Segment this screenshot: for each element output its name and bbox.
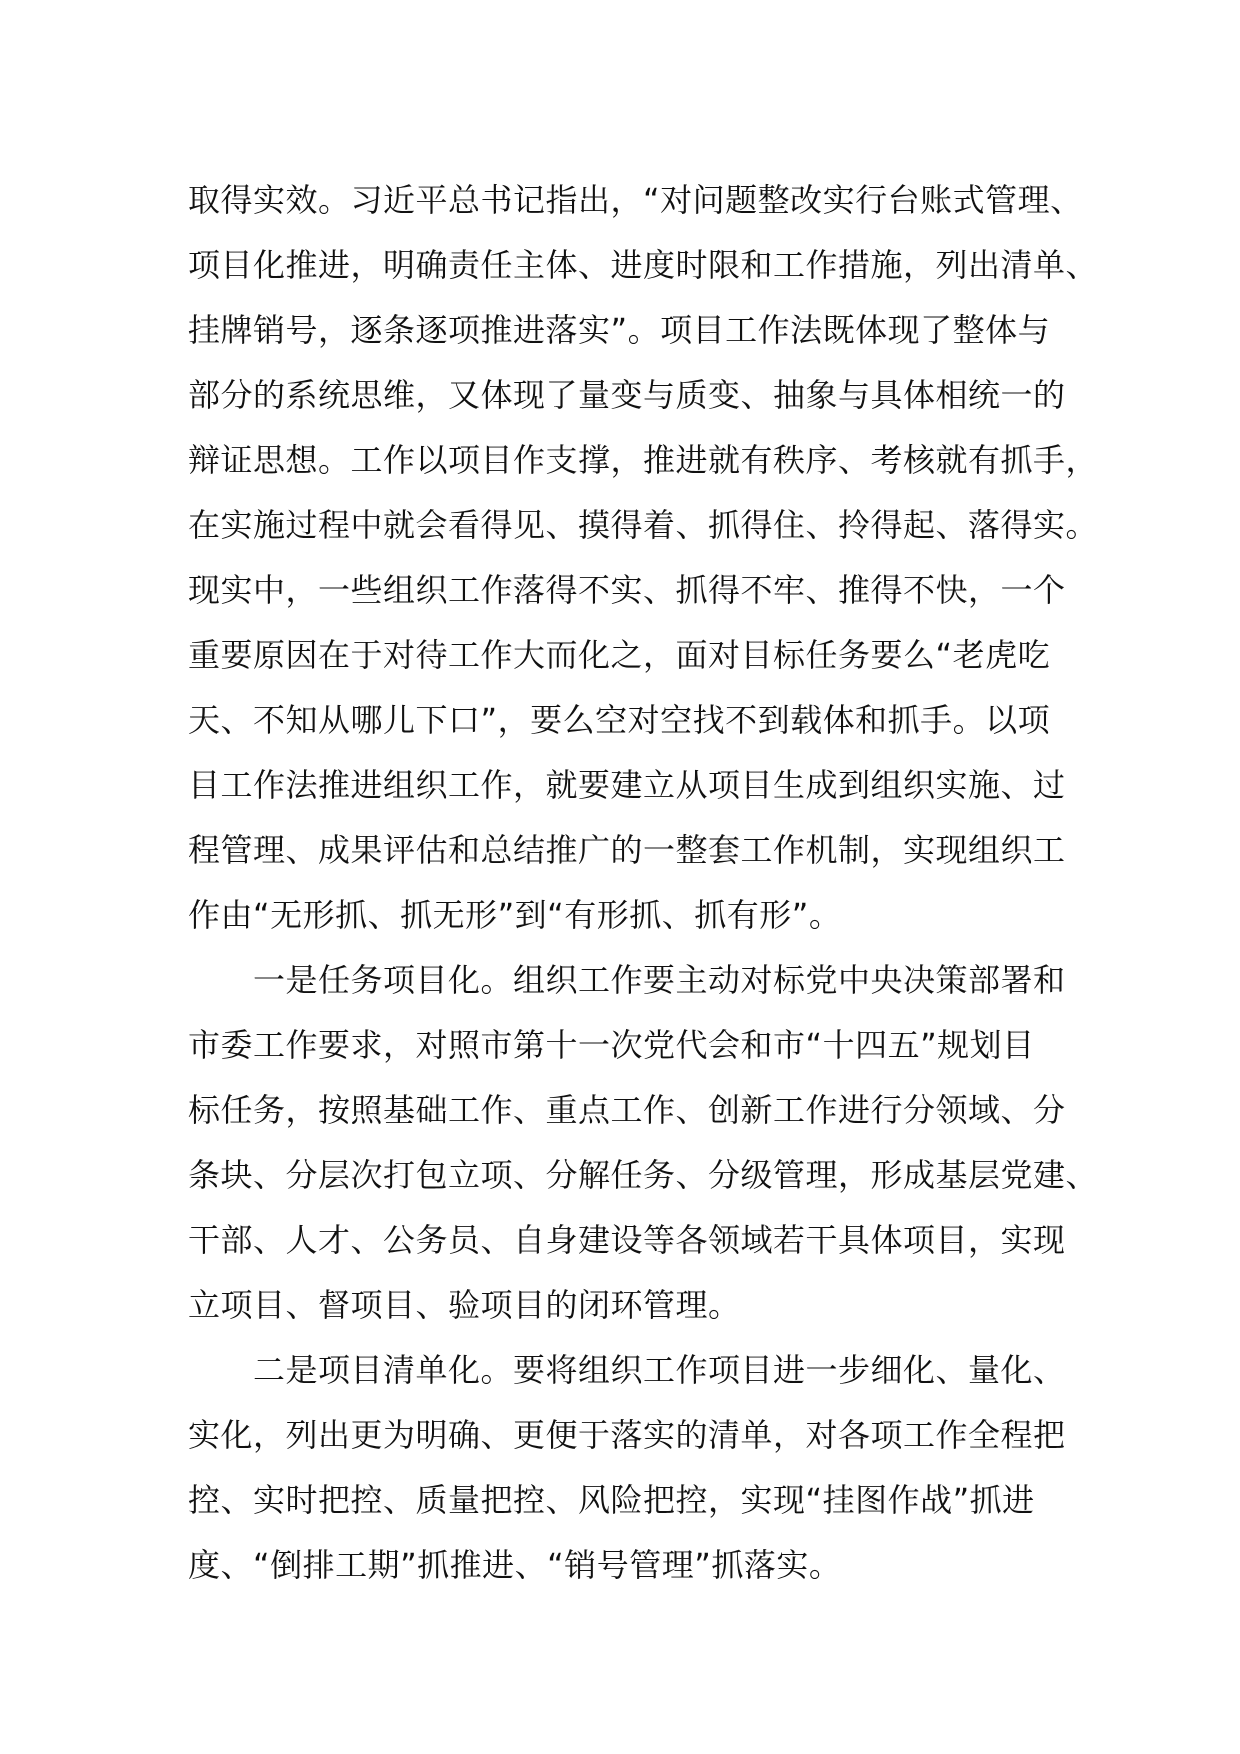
text-line: 项目化推进，明确责任主体、进度时限和工作措施，列出清单、 [188,246,1099,284]
text-line: 条块、分层次打包立项、分解任务、分级管理，形成基层党建、 [188,1156,1099,1194]
text-line: 现实中，一些组织工作落得不实、抓得不牢、推得不快，一个 [188,571,1066,609]
text-line: 立项目、督项目、验项目的闭环管理。 [188,1286,741,1324]
text-line: 实化，列出更为明确、更便于落实的清单，对各项工作全程把 [188,1416,1066,1454]
paragraph-start-line: 二是项目清单化。要将组织工作项目进一步细化、量化、 [188,1351,1066,1389]
text-line: 在实施过程中就会看得见、摸得着、抓得住、拎得起、落得实。 [188,506,1099,544]
text-line: 挂牌销号，逐条逐项推进落实”。项目工作法既体现了整体与 [188,311,1051,349]
text-line: 部分的系统思维，又体现了量变与质变、抽象与具体相统一的 [188,376,1066,414]
text-line: 标任务，按照基础工作、重点工作、创新工作进行分领域、分 [188,1091,1066,1129]
text-line: 目工作法推进组织工作，就要建立从项目生成到组织实施、过 [188,766,1066,804]
paragraph-start-line: 一是任务项目化。组织工作要主动对标党中央决策部署和 [188,961,1066,999]
text-line: 天、不知从哪儿下口”，要么空对空找不到载体和抓手。以项 [188,701,1051,739]
text-line: 取得实效。习近平总书记指出，“对问题整改实行台账式管理、 [188,181,1083,219]
text-line: 干部、人才、公务员、自身建设等各领域若干具体项目，实现 [188,1221,1066,1259]
text-line: 控、实时把控、质量把控、风险把控，实现“挂图作战”抓进 [188,1481,1035,1519]
document-body [188,168,1099,1598]
text-line: 作由“无形抓、抓无形”到“有形抓、抓有形”。 [188,896,842,934]
text-line: 程管理、成果评估和总结推广的一整套工作机制，实现组织工 [188,831,1066,869]
text-line: 辩证思想。工作以项目作支撑，推进就有秩序、考核就有抓手， [188,441,1099,479]
text-line: 重要原因在于对待工作大而化之，面对目标任务要么“老虎吃 [188,636,1051,674]
text-line: 度、“倒排工期”抓推进、“销号管理”抓落实。 [188,1546,842,1584]
text-line: 市委工作要求，对照市第十一次党代会和市“十四五”规划目 [188,1026,1035,1064]
